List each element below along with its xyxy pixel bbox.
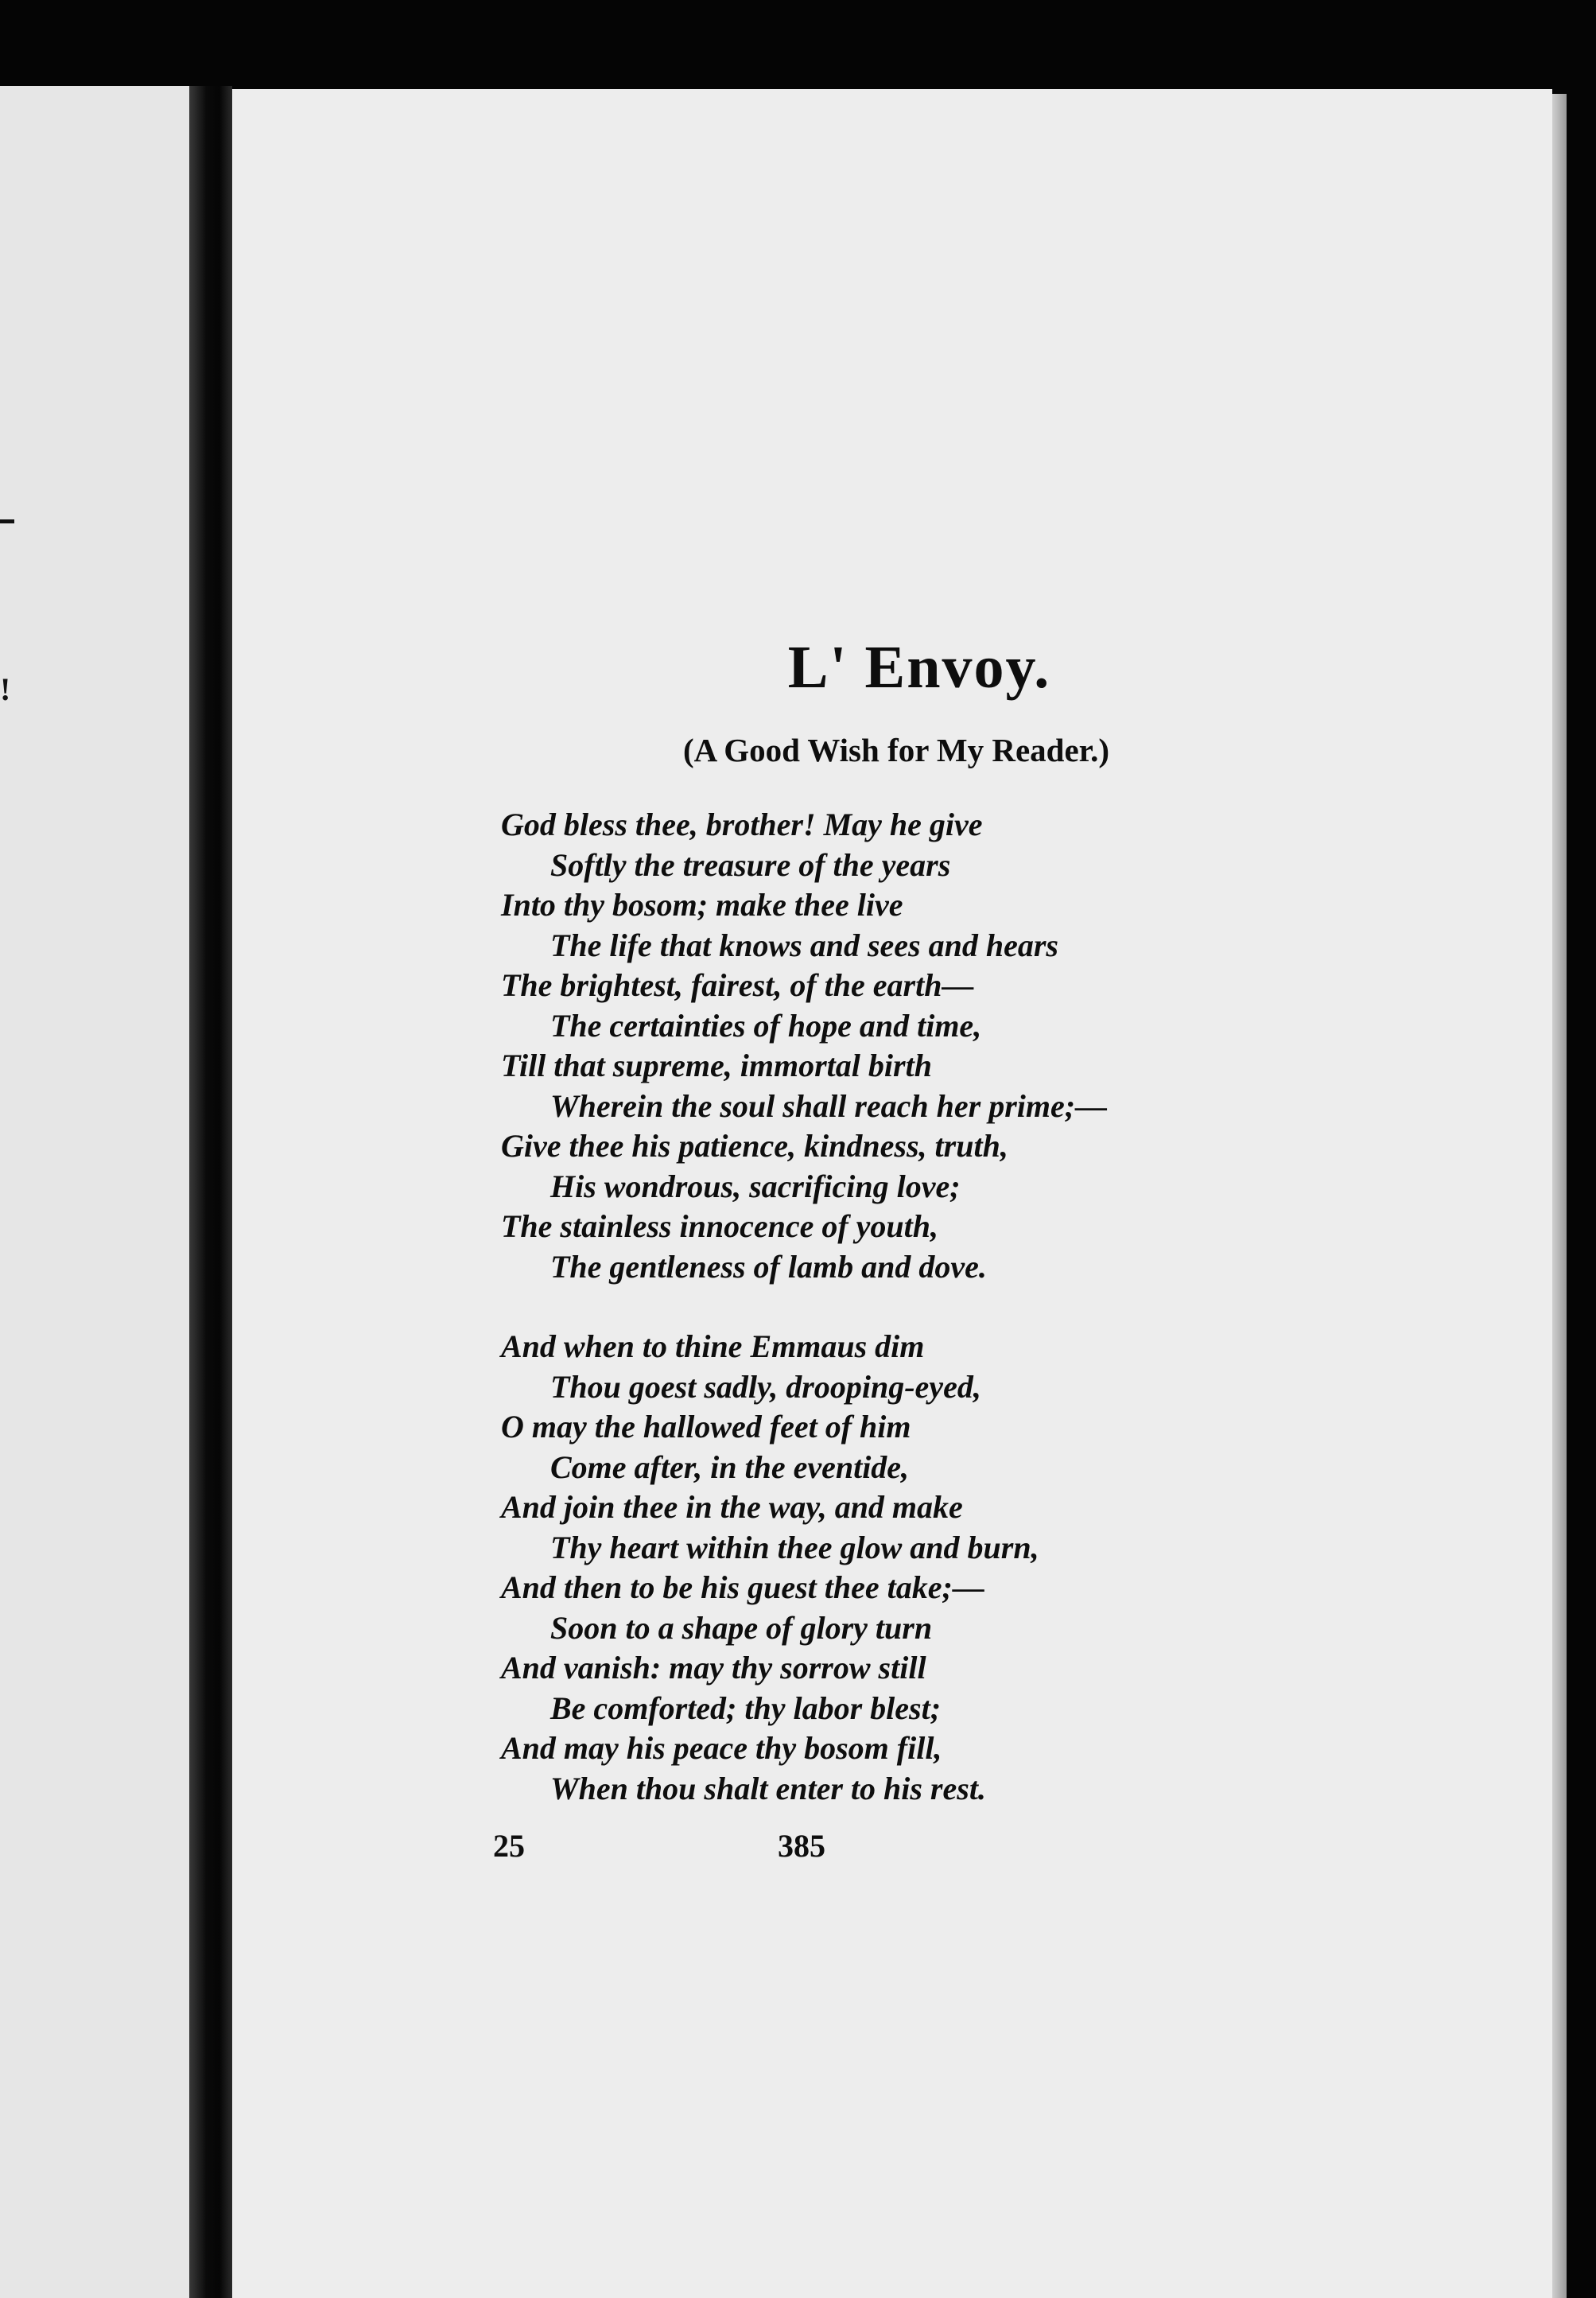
poem-line: Thy heart within thee glow and burn, <box>550 1529 1039 1565</box>
poem-line: The certainties of hope and time, <box>550 1007 982 1044</box>
poem <box>501 805 1455 1809</box>
poem-line: Wherein the soul shall reach her prime;— <box>550 1087 1108 1124</box>
poem-line: Softly the treasure of the years <box>550 846 951 883</box>
book-gutter <box>189 86 232 2298</box>
poem-line: And may his peace thy bosom fill, <box>501 1730 942 1766</box>
stanza-2 <box>501 1327 1455 1809</box>
poem-line: And when to thine Emmaus dim <box>501 1328 925 1364</box>
poem-line: Come after, in the eventide, <box>550 1448 910 1485</box>
poem-line: The stainless innocence of youth, <box>501 1208 939 1244</box>
poem-line: The gentleness of lamb and dove. <box>550 1248 987 1285</box>
page-edge <box>1552 94 1567 2298</box>
poem-line: The life that knows and sees and hears <box>550 927 1058 963</box>
left-page-dash-mark <box>0 519 14 523</box>
poem-line: O may the hallowed feet of him <box>501 1409 911 1445</box>
book-page <box>232 89 1552 2298</box>
poem-line: Till that supreme, immortal birth <box>501 1048 932 1083</box>
signature-mark: 25 <box>493 1828 525 1864</box>
poem-line: Soon to a shape of glory turn <box>550 1609 933 1646</box>
page-subtitle: (A Good Wish for My Reader.) <box>682 732 1110 768</box>
poem-line: And then to be his guest thee take;— <box>501 1569 984 1605</box>
page-title: L' Envoy. <box>787 634 1051 701</box>
poem-line: When thou shalt enter to his rest. <box>550 1770 986 1806</box>
page-edge-shadow <box>1567 97 1596 2298</box>
poem-line: Into thy bosom; make thee live <box>501 887 903 923</box>
poem-line: And join thee in the way, and make <box>501 1489 963 1525</box>
poem-line: Thou goest sadly, drooping-eyed, <box>550 1368 981 1405</box>
poem-line: The brightest, fairest, of the earth— <box>501 967 974 1003</box>
poem-line: Be comforted; thy labor blest; <box>550 1689 942 1726</box>
stanza-1 <box>501 805 1455 1287</box>
poem-line: God bless thee, brother! May he give <box>501 807 983 842</box>
poem-line: Give thee his patience, kindness, truth, <box>501 1128 1008 1164</box>
left-facing-page <box>0 86 189 2298</box>
page-number: 385 <box>778 1828 825 1864</box>
poem-line: His wondrous, sacrificing love; <box>550 1168 961 1204</box>
poem-line: And vanish: may thy sorrow still <box>501 1650 926 1686</box>
left-page-exclamation-mark: ! <box>0 671 11 707</box>
